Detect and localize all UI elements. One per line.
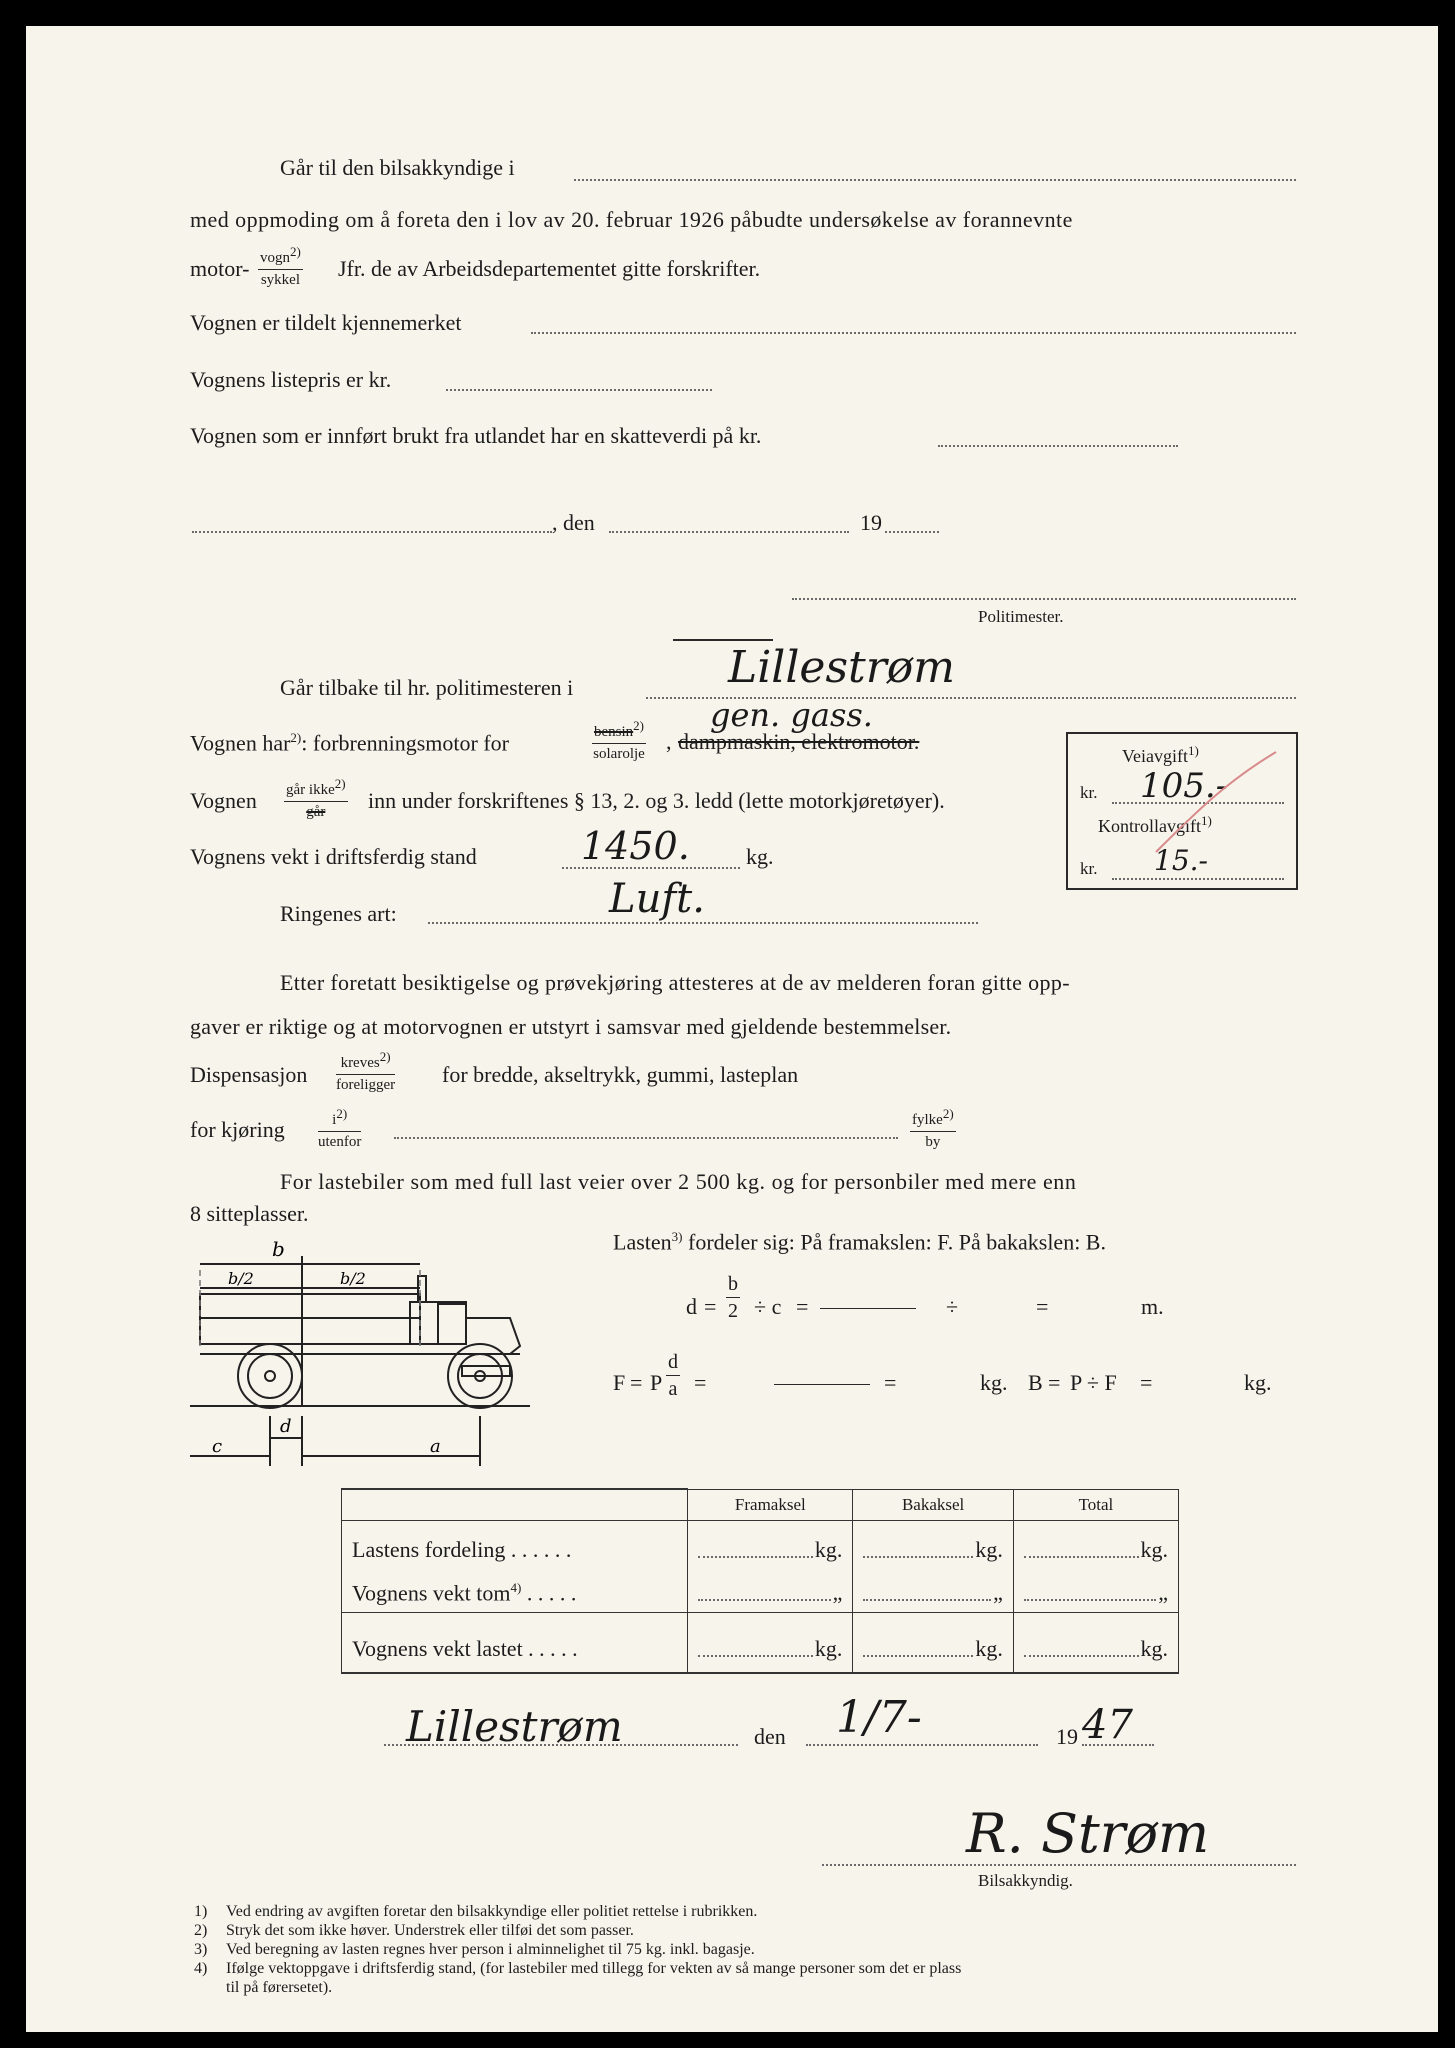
kontrollavgift-kr: kr.	[1080, 859, 1098, 878]
frac-vogn: vogn	[260, 250, 290, 266]
line-gaver: gaver er riktige og at motorvognen er utstyrt i samsvar med gjeldende bestemmelser.	[190, 1014, 952, 1039]
form-sheet	[26, 26, 1438, 2032]
frac-kreves: kreves	[340, 1055, 380, 1071]
veiavgift-kr: kr.	[1080, 783, 1098, 802]
row-label: Vognens vekt lastet . . . . .	[342, 1613, 688, 1673]
cell-unit: „	[993, 1580, 1003, 1605]
cell-unit: kg.	[814, 1635, 843, 1661]
cell-unit: kg.	[814, 1536, 843, 1562]
line-sitteplasser: 8 sitteplasser.	[190, 1201, 309, 1226]
cell-unit: „	[832, 1580, 843, 1605]
field-kjoring[interactable]	[394, 1137, 898, 1139]
handwritten-signature: R. Strøm	[966, 1802, 1210, 1865]
line-listepris: Vognens listepris er kr.	[190, 367, 392, 392]
distribution-table	[341, 1488, 1179, 1674]
handwritten-veiavgift: 105.-	[1140, 766, 1228, 806]
table-row	[342, 1569, 1179, 1613]
dim-b2-right: b/2	[340, 1269, 366, 1288]
handwritten-kontroll: 15.-	[1154, 844, 1208, 877]
handwritten-date: 1/7-	[836, 1692, 922, 1743]
field-listepris[interactable]	[446, 389, 712, 391]
f2-eq2: =	[694, 1370, 707, 1395]
lasten-label: Lasten$^{3)}$ fordeler sig: På framakslen: F. På bakakslen: B.	[613, 1229, 1106, 1255]
vognen-label: Vognen	[190, 788, 257, 813]
table-corner	[342, 1489, 688, 1521]
f2-P: P	[650, 1370, 663, 1395]
f2-kg: kg.	[980, 1370, 1008, 1395]
f2-blank1[interactable]	[774, 1384, 870, 1385]
cell-unit: kg.	[975, 1536, 1003, 1562]
frac-fylke: fylke	[912, 1112, 943, 1128]
frac-utenfor: utenfor	[318, 1134, 362, 1150]
fuel-comma: ,	[666, 729, 672, 754]
bottom-year-prefix: 19	[1056, 1724, 1078, 1749]
line-vekt: Vognens vekt i driftsferdig stand	[190, 844, 477, 869]
cell-unit: kg.	[1140, 1635, 1168, 1661]
line-forskrifter: Jfr. de av Arbeidsdepartementet gitte forskrifter.	[338, 256, 761, 281]
kjoring-label: for kjøring	[190, 1117, 285, 1142]
row-label: Vognens vekt tom$^{4)}$ . . . . .	[342, 1569, 688, 1613]
field-skatteverdi[interactable]	[938, 445, 1178, 447]
f1-eq3: =	[1036, 1294, 1049, 1319]
f1-d: d	[686, 1294, 697, 1319]
dim-b: b	[272, 1237, 285, 1261]
col-framaksel: Framaksel	[688, 1489, 853, 1521]
f1-div: ÷	[946, 1294, 959, 1319]
fuel-fraction: bensin2) solarolje	[593, 718, 645, 762]
year-prefix: 19	[860, 510, 882, 535]
vognen-har-label: Vognen har$^{2)}$: forbrenningsmotor for	[190, 730, 509, 756]
table-row	[342, 1521, 1179, 1569]
frac-i: i	[332, 1112, 337, 1128]
line-bredde: for bredde, akseltrykk, gummi, lasteplan	[442, 1062, 799, 1087]
veiavgift-label: Veiavgift$^{1)}$	[1122, 743, 1199, 766]
row-label: Lastens fordeling . . . . . .	[342, 1521, 688, 1569]
motor-type-fraction: vogn2) sykkel	[260, 244, 301, 288]
section-divider	[673, 639, 773, 641]
struck-dampmaskin: dampmaskin, elektromotor.	[678, 729, 920, 754]
field-year-police[interactable]	[885, 531, 939, 533]
f2-eq5: =	[1140, 1370, 1153, 1395]
politimester-label: Politimester.	[978, 607, 1064, 626]
footnote-3: 3) Ved beregning av lasten regnes hver person i alminnelighet til 75 kg. inkl. bagasje.	[194, 1941, 755, 1958]
field-bilsakkyndige[interactable]	[574, 179, 1296, 181]
cell-unit: kg.	[975, 1635, 1003, 1661]
ringenes-label: Ringenes art:	[280, 901, 397, 926]
line-besiktigelse: Etter foretatt besiktigelse og prøvekjøring attesteres at de av melderen foran gitte opp-	[280, 970, 1070, 995]
line-politimesteren: Går tilbake til hr. politimesteren i	[280, 675, 574, 700]
f1-b-over-2: $\frac{b}{2}$	[728, 1273, 738, 1322]
f1-eq2: =	[796, 1294, 809, 1319]
f1-eq1: =	[704, 1294, 717, 1319]
footnote-4: 4) Ifølge vektoppgave i driftsferdig stand, (for lastebiler med tillegg for vekten av så mange personer som det er plass	[194, 1960, 962, 1977]
cell-unit: „	[1158, 1580, 1168, 1605]
field-bottom-date[interactable]	[806, 1744, 1038, 1746]
field-kontrollavgift[interactable]	[1112, 878, 1284, 880]
handwritten-city: Lillestrøm	[728, 642, 955, 693]
footnote-1: 1) Ved endring av avgiften foretar den bilsakkyndige eller politiet rettelse i rubrikken.	[194, 1903, 758, 1920]
field-place-police[interactable]	[192, 531, 552, 533]
red-pencil-mark	[1136, 742, 1286, 872]
dim-b2-left: b/2	[228, 1269, 254, 1288]
handwritten-bottom-city: Lillestrøm	[406, 1702, 623, 1751]
f2-kg2: kg.	[1244, 1370, 1272, 1395]
f2-P-minus-F: P ÷ F	[1070, 1370, 1117, 1395]
f2-eq4: =	[1048, 1370, 1061, 1395]
frac-foreligger: foreligger	[336, 1077, 396, 1093]
line-skatteverdi: Vognen som er innført brukt fra utlandet har en skatteverdi på kr.	[190, 423, 762, 448]
kontrollavgift-label: Kontrollavgift$^{1)}$	[1098, 813, 1212, 836]
dim-a: a	[430, 1436, 441, 1457]
line-bilsakkyndige: Går til den bilsakkyndige i	[280, 155, 515, 180]
field-kjennemerket[interactable]	[531, 332, 1296, 334]
dispensasjon-label: Dispensasjon	[190, 1062, 308, 1087]
handwritten-fuel: gen. gass.	[710, 696, 873, 734]
col-total: Total	[1013, 1489, 1178, 1521]
frac-gar: går	[306, 804, 326, 820]
dim-c: c	[212, 1436, 223, 1457]
f1-m: m.	[1141, 1294, 1164, 1319]
col-bakaksel: Bakaksel	[853, 1489, 1014, 1521]
f1-blank1[interactable]	[820, 1308, 916, 1309]
footnote-4-continued: til på førersetet).	[226, 1979, 333, 1996]
f2-d-over-a: $\frac{d}{a}$	[668, 1351, 678, 1400]
f1-minus-c: ÷ c	[754, 1294, 782, 1319]
bottom-den: den	[754, 1724, 786, 1749]
field-ringenes[interactable]	[428, 922, 978, 924]
bilsakkyndig-label: Bilsakkyndig.	[978, 1871, 1073, 1890]
handwritten-weight: 1450.	[581, 824, 690, 868]
fylke-fraction: fylke2) by	[912, 1106, 954, 1150]
cell-unit: kg.	[1140, 1536, 1168, 1562]
field-politimester-signature[interactable]	[792, 598, 1296, 600]
gar-fraction: går ikke2) går	[286, 776, 346, 820]
line-oppmoding: med oppmoding om å foreta den i lov av 20. februar 1926 påbudte undersøkelse av forannevnte	[190, 207, 1073, 232]
line-forskriftenes: inn under forskriftenes § 13, 2. og 3. ledd (lette motorkjøretøyer).	[368, 788, 945, 813]
dim-d: d	[280, 1416, 292, 1437]
frac-solarolje: solarolje	[593, 746, 645, 762]
frac-by: by	[925, 1134, 941, 1150]
handwritten-tyres: Luft.	[609, 876, 705, 922]
line-lastebiler: For lastebiler som med full last veier over 2 500 kg. og for personbiler med mere enn	[280, 1169, 1077, 1194]
f2-eq1: =	[630, 1370, 643, 1395]
dispensasjon-fraction: kreves2) foreligger	[336, 1049, 396, 1093]
kjoring-fraction: i2) utenfor	[318, 1106, 362, 1150]
frac-gar-ikke: går ikke	[286, 782, 335, 798]
f2-F: F	[613, 1370, 626, 1395]
motor-prefix: motor-	[190, 256, 250, 281]
table-row	[342, 1613, 1179, 1673]
f2-eq3: =	[884, 1370, 897, 1395]
frac-sykkel: sykkel	[260, 272, 300, 288]
field-date-police[interactable]	[609, 531, 849, 533]
line-kjennemerket: Vognen er tildelt kjennemerket	[190, 310, 462, 335]
handwritten-year: 47	[1082, 1702, 1133, 1748]
frac-bensin: bensin	[594, 724, 634, 740]
footnote-2: 2) Stryk det som ikke høver. Understrek eller tilføi det som passer.	[194, 1922, 634, 1939]
truck-diagram	[190, 1226, 610, 1476]
den-label: , den	[552, 510, 595, 535]
vekt-kg: kg.	[746, 844, 774, 869]
f2-B: B	[1028, 1370, 1043, 1395]
